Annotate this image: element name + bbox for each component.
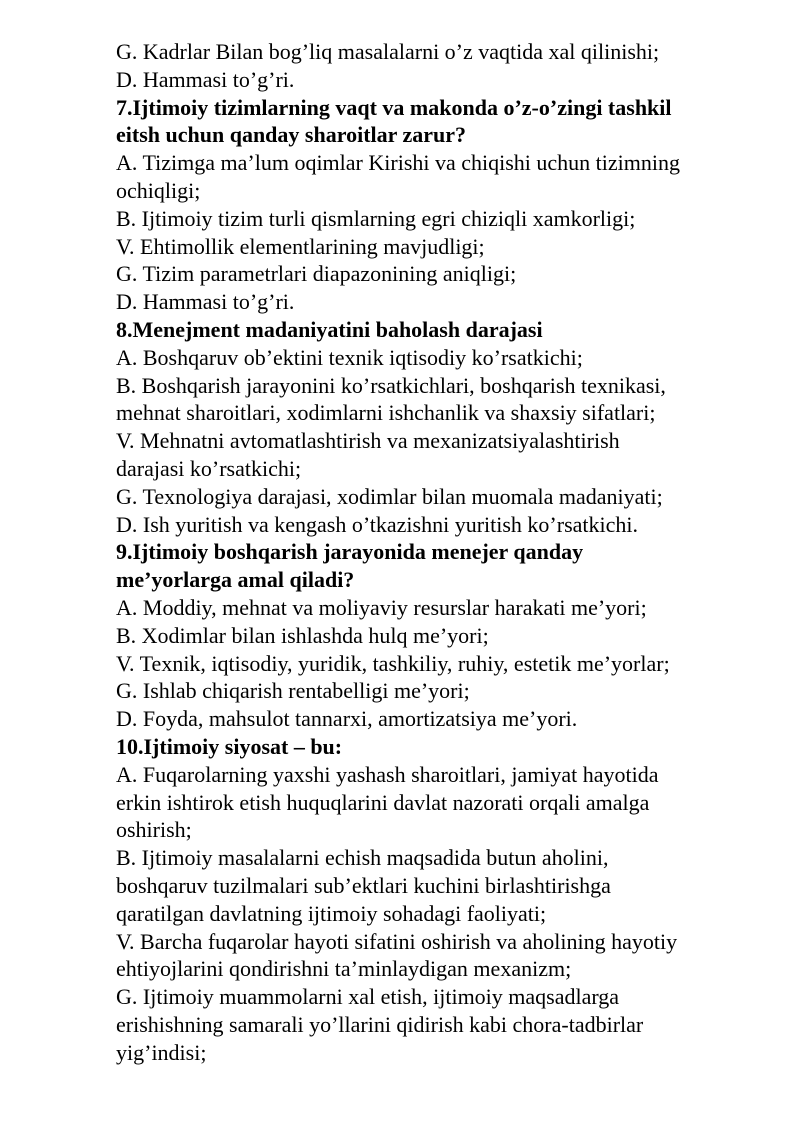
text-line: A. Tizimga ma’lum oqimlar Kirishi va chiqishi uchun tizimning bbox=[116, 150, 681, 176]
text-line: G. Ijtimoiy muammolarni xal etish, ijtimoiy maqsadlarga bbox=[116, 984, 620, 1010]
text-line: B. Ijtimoiy tizim turli qismlarning egri chiziqli xamkorligi; bbox=[116, 205, 636, 231]
question-line: eitsh uchun qanday sharoitlar zarur? bbox=[116, 122, 467, 148]
text-line: ochiqligi; bbox=[116, 177, 201, 203]
text-line: darajasi ko’rsatkichi; bbox=[116, 455, 302, 481]
text-line: oshirish; bbox=[116, 817, 192, 843]
text-line: boshqaruv tuzilmalari sub’ektlari kuchini birlashtirishga bbox=[116, 872, 611, 898]
text-line: A. Boshqaruv ob’ektini texnik iqtisodiy ko’rsatkichi; bbox=[116, 344, 583, 370]
text-line: D. Foyda, mahsulot tannarxi, amortizatsiya me’yori. bbox=[116, 706, 578, 732]
text-line: G. Ishlab chiqarish rentabelligi me’yori; bbox=[116, 678, 470, 704]
question-line: 9.Ijtimoiy boshqarish jarayonida menejer qanday bbox=[116, 539, 584, 565]
text-line: A. Fuqarolarning yaxshi yashash sharoitlari, jamiyat hayotida bbox=[116, 761, 659, 787]
text-line: G. Kadrlar Bilan bog’liq masalalarni o’z vaqtida xal qilinishi; bbox=[116, 39, 660, 64]
question-line: 8.Menejment madaniyatini baholash darajasi bbox=[116, 316, 543, 342]
text-line: B. Ijtimoiy masalalarni echish maqsadida butun aholini, bbox=[116, 845, 609, 871]
question-line: me’yorlarga amal qiladi? bbox=[116, 567, 355, 593]
text-line: yig’indisi; bbox=[116, 1039, 207, 1065]
question-line: 7.Ijtimoiy tizimlarning vaqt va makonda o’z-o’zingi tashkil bbox=[116, 94, 672, 120]
text-line: V. Ehtimollik elementlarining mavjudligi; bbox=[116, 233, 485, 259]
document-page bbox=[116, 38, 746, 1066]
text-line: erkin ishtirok etish huquqlarini davlat nazorati orqali amalga bbox=[116, 789, 650, 815]
text-line: V. Barcha fuqarolar hayoti sifatini oshirish va aholining hayotiy bbox=[116, 928, 678, 954]
text-line: D. Hammasi to’g’ri. bbox=[116, 289, 295, 315]
text-line: erishishning samarali yo’llarini qidirish kabi chora-tadbirlar bbox=[116, 1011, 644, 1037]
text-line: G. Tizim parametrlari diapazonining aniqligi; bbox=[116, 261, 517, 287]
text-line: ehtiyojlarini qondirishni ta’minlaydigan mexanizm; bbox=[116, 956, 572, 982]
question-line: 10.Ijtimoiy siyosat – bu: bbox=[116, 733, 343, 759]
text-line: qaratilgan davlatning ijtimoiy sohadagi faoliyati; bbox=[116, 900, 547, 926]
text-line: V. Texnik, iqtisodiy, yuridik, tashkiliy, ruhiy, estetik me’yorlar; bbox=[116, 650, 670, 676]
text-line: V. Mehnatni avtomatlashtirish va mexanizatsiyalashtirish bbox=[116, 428, 620, 454]
text-line: B. Xodimlar bilan ishlashda hulq me’yori; bbox=[116, 622, 489, 648]
text-line: G. Texnologiya darajasi, xodimlar bilan muomala madaniyati; bbox=[116, 483, 663, 509]
text-line: B. Boshqarish jarayonini ko’rsatkichlari, boshqarish texnikasi, bbox=[116, 372, 666, 398]
text-line: D. Ish yuritish va kengash o’tkazishni yuritish ko’rsatkichi. bbox=[116, 511, 639, 537]
text-line: D. Hammasi to’g’ri. bbox=[116, 66, 295, 92]
text-line: mehnat sharoitlari, xodimlarni ishchanlik va shaxsiy sifatlari; bbox=[116, 400, 656, 426]
text-line: A. Moddiy, mehnat va moliyaviy resurslar harakati me’yori; bbox=[116, 594, 647, 620]
